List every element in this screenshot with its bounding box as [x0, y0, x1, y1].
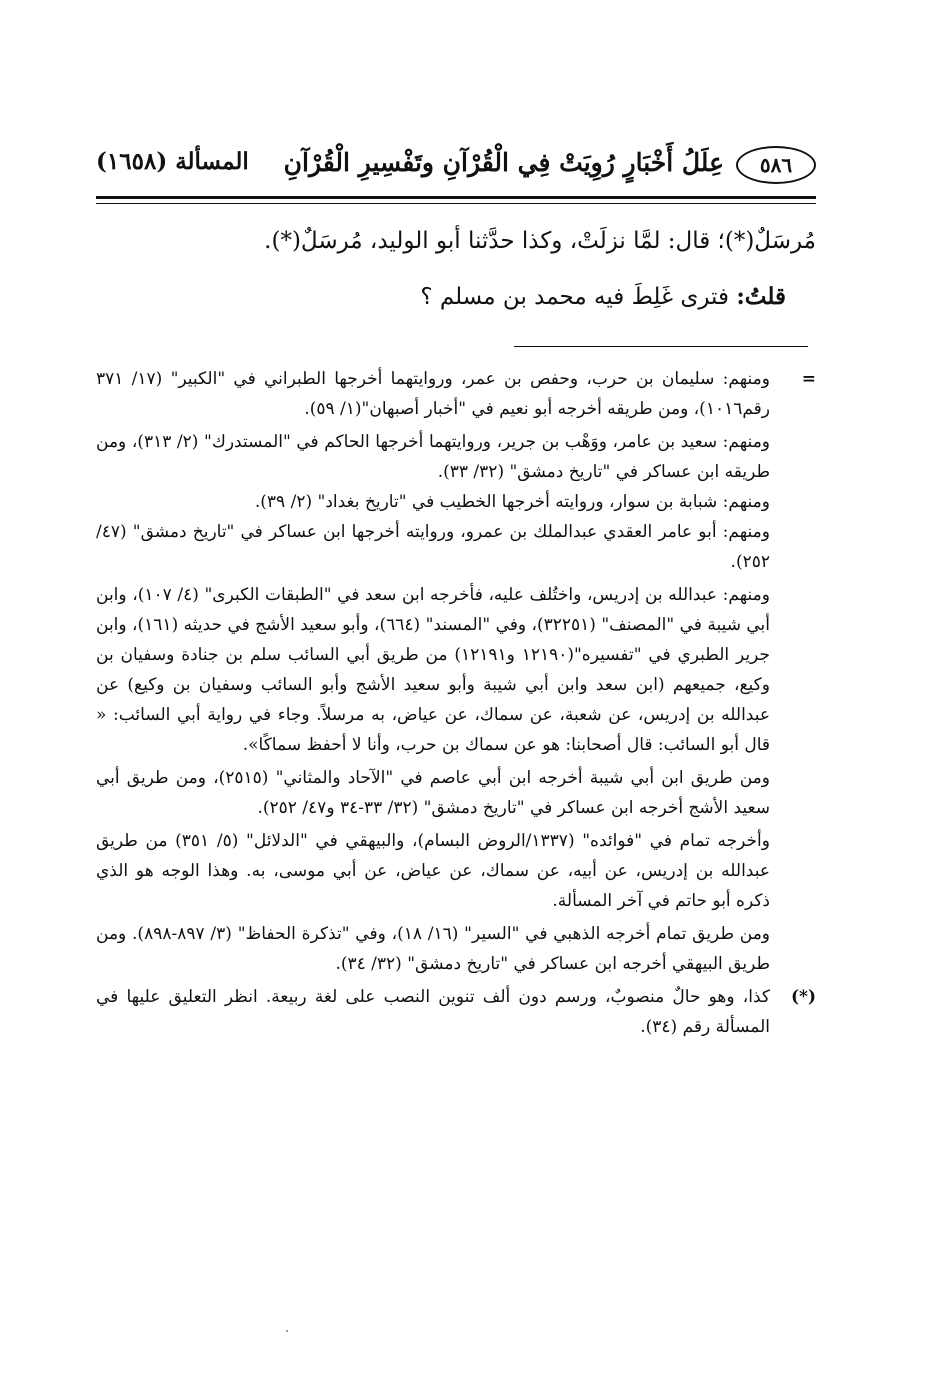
main-line-2 — [110, 269, 816, 325]
footnote-separator — [514, 346, 808, 347]
footnote-paragraph — [96, 826, 816, 916]
footnote-text: كذا، وهو حالٌ منصوبٌ، ورسم دون ألف تنوين النصب على لغة ربيعة. انظر التعليق عليها في المسألة رقم (٣٤). — [96, 987, 770, 1037]
book-title: عِلَلُ أَخْبَارٍ رُوِيَتْ فِي الْقُرْآنِ وتَفْسِيرِ الْقُرْآنِ — [283, 148, 724, 177]
header-rule-thick — [96, 196, 816, 199]
qult-text: فترى غَلِطَ فيه محمد بن مسلم ؟ — [420, 284, 737, 310]
footnote-paragraph — [96, 982, 816, 1042]
main-line-1: مُرسَلٌ(*)؛ قال: لمَّا نزلَتْ، وكذا حدَّثنا أبو الوليد، مُرسَلٌ(*). — [264, 228, 816, 254]
main-text — [110, 214, 816, 325]
footnote-text: ومنهم: سعيد بن عامر، ووَهْب بن جرير، وروايتهما أخرجها الحاكم في "المستدرك" (٢/ ٣١٣)، ومن طريقه ابن عساكر في "تاريخ دمشق" (٣٢/ ٣٣). — [96, 432, 771, 482]
qult-label: قلتُ: — [736, 283, 786, 310]
footnote-paragraph — [96, 364, 816, 424]
page-header — [96, 146, 816, 188]
footnote-text: ومنهم: عبدالله بن إدريس، واختُلف عليه، فأخرجه ابن سعد في "الطبقات الكبرى" (٤/ ١٠٧)، وابن أبي شيبة في "المصنف" (٣٢٢٥١)، وفي "المسند" (٦٦٤)، وأبو سعيد الأشج في حديثه (١٦١)، وابن جرير الطبري في "تفسيره"(١٢١٩٠ و١٢١٩١) من طريق أبي السائب سلم بن جنادة وسفيان بن وكيع، جميعهم (ابن سعد وابن أبي شيبة وأبو سعيد الأشج وأبو السائب وسفيان بن وكيع) عن عبدالله بن إدريس، عن شعبة، عن سماك، عن عياض، به مرسلاً. وجاء في رواية أبي السائب: « قال أبو السائب: قال أصحابنا: هو عن سماك بن حرب، وأنا لا أحفظ سماكًا». — [96, 585, 770, 755]
star-marker: (*) — [791, 987, 816, 1007]
scan-speck — [286, 1330, 288, 1332]
footnote-paragraph — [96, 517, 816, 577]
footnotes — [96, 364, 816, 1045]
continuation-marker: = — [801, 369, 816, 389]
footnote-text: ومن طريق ابن أبي شيبة أخرجه ابن أبي عاصم في "الآحاد والمثاني" (٢٥١٥)، ومن طريق أبي سعيد الأشج أخرجه ابن عساكر في "تاريخ دمشق" (٣٢/ ٣٣-٣٤ و٤٧/ ٢٥٢). — [96, 768, 771, 818]
page-number: ٥٨٦ — [736, 146, 816, 184]
footnote-text: ومن طريق تمام أخرجه الذهبي في "السير" (١٦/ ١٨)، وفي "تذكرة الحفاظ" (٣/ ٨٩٧-٨٩٨). ومن طريق البيهقي أخرجه ابن عساكر في "تاريخ دمشق" (٣٢/ ٣٤). — [96, 924, 771, 974]
footnote-text: ومنهم: أبو عامر العقدي عبدالملك بن عمرو، وروايته أخرجها ابن عساكر في "تاريخ دمشق" (٤٧/ ٢٥٢). — [96, 522, 770, 572]
footnote-paragraph — [96, 427, 816, 487]
footnote-text: ومنهم: سليمان بن حرب، وحفص بن عمر، وروايتهما أخرجها الطبراني في "الكبير" (١٧/ ٣٧١ رقم١٠١٦)، ومن طريقه أخرجه أبو نعيم في "أخبار أصبهان"(١/ ٥٩). — [96, 369, 770, 419]
footnote-text: وأخرجه تمام في "فوائده" (١٣٣٧/الروض البسام)، والبيهقي في "الدلائل" (٥/ ٣٥١) من طريق عبدالله بن إدريس، عن أبيه، عن سماك، عن عياض، عن أبي موسى، به. وهذا الوجه هو الذي ذكره أبو حاتم في آخر المسألة. — [96, 831, 770, 911]
header-rule-thin — [96, 203, 816, 204]
footnote-paragraph — [96, 763, 816, 823]
footnote-paragraph — [96, 919, 816, 979]
footnote-paragraph — [96, 487, 816, 517]
footnote-paragraph — [96, 580, 816, 760]
issue-title: المسألة (١٦٥٨) — [96, 148, 249, 175]
footnote-text: ومنهم: شبابة بن سوار، وروايته أخرجها الخطيب في "تاريخ بغداد" (٢/ ٣٩). — [254, 492, 770, 512]
